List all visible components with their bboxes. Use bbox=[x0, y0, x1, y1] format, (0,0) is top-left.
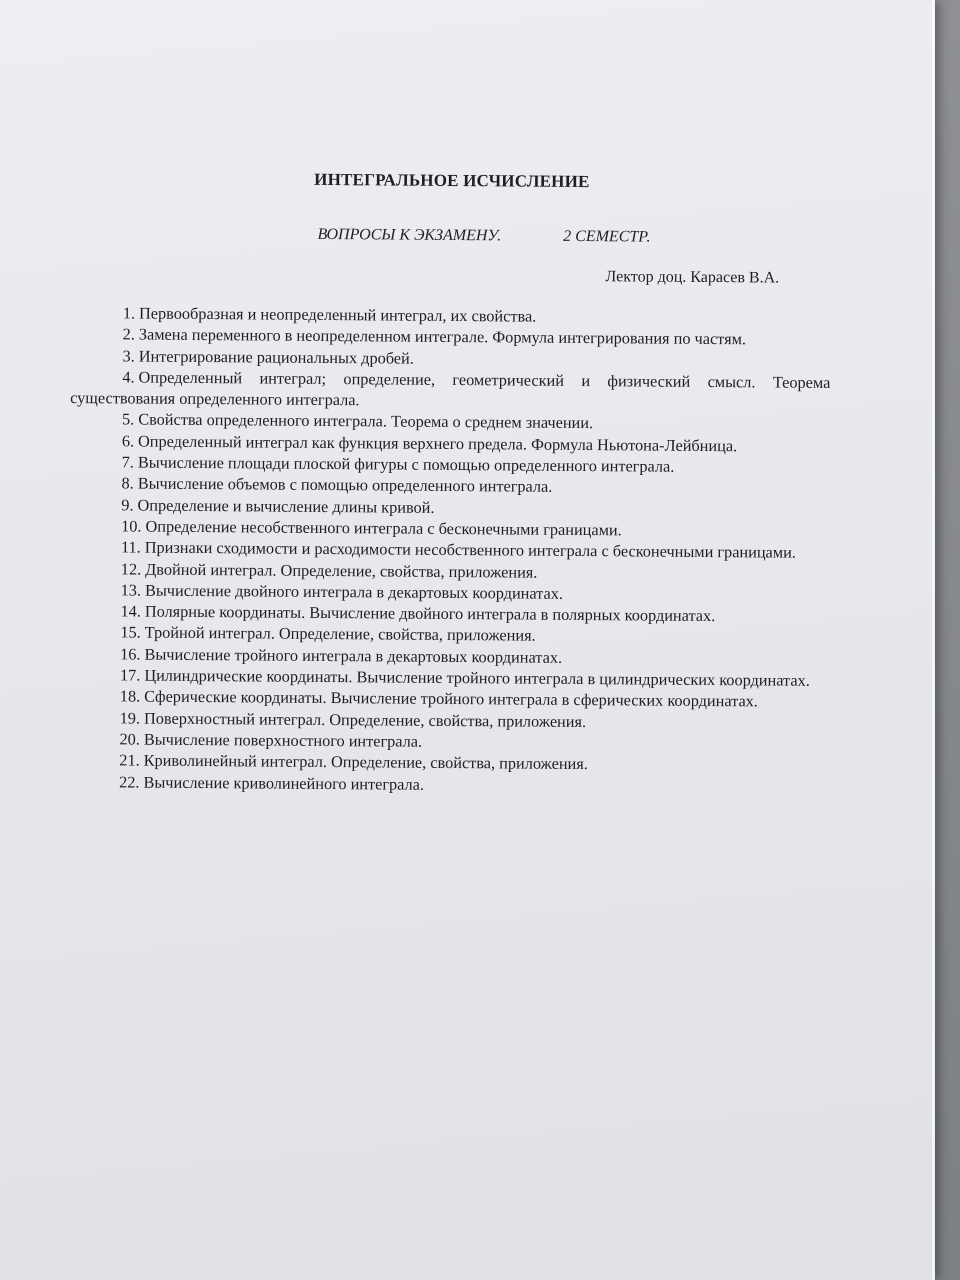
question-number: 5. bbox=[121, 409, 135, 429]
question-number: 11. bbox=[120, 537, 141, 557]
question-item bbox=[67, 771, 827, 798]
question-number: 9. bbox=[121, 495, 134, 515]
question-number: 4. bbox=[122, 367, 135, 387]
question-text: Вычисление тройного интеграла в декартовых координатах. bbox=[144, 644, 563, 667]
question-text: Цилиндрические координаты. Вычисление тройного интеграла в цилиндрических координатах. bbox=[144, 665, 810, 690]
semester-label: 2 СЕМЕСТР. bbox=[563, 227, 651, 246]
question-number: 1. bbox=[122, 303, 136, 323]
question-number: 8. bbox=[121, 473, 134, 493]
question-number: 12. bbox=[120, 558, 142, 579]
question-number: 10. bbox=[121, 516, 142, 536]
question-number: 18. bbox=[119, 686, 141, 706]
question-text: Сферические координаты. Вычисление тройного интеграла в сферических координатах. bbox=[144, 686, 759, 711]
question-text: Вычисление криволинейного интеграла. bbox=[143, 772, 425, 794]
question-number: 2. bbox=[122, 324, 135, 344]
question-text: Вычисление поверхностного интеграла. bbox=[143, 729, 423, 751]
question-text: Определение несобственного интеграла с бесконечными границами. bbox=[145, 516, 622, 540]
question-list bbox=[67, 302, 831, 798]
question-number: 21. bbox=[119, 750, 140, 770]
question-text: Полярные координаты. Вычисление двойного интеграла в полярных координатах. bbox=[144, 601, 716, 626]
question-text: Вычисление объемов с помощью определенного интеграла. bbox=[137, 473, 553, 497]
question-number: 6. bbox=[121, 431, 135, 451]
question-text: Двойной интеграл. Определение, свойства, приложения. bbox=[145, 559, 538, 582]
question-text: Вычисление двойного интеграла в декартовых координатах. bbox=[144, 580, 564, 603]
question-number: 7. bbox=[121, 452, 134, 472]
question-text: Замена переменного в неопределенном интеграле. Формула интегрирования по частям. bbox=[138, 324, 747, 349]
question-number: 22. bbox=[119, 771, 140, 792]
question-text: Признаки сходимости и расходимости несобственного интеграла с бесконечными границами. bbox=[144, 537, 796, 562]
question-number: 15. bbox=[120, 622, 141, 643]
question-number: 3. bbox=[122, 345, 135, 366]
question-text: Вычисление площади плоской фигуры с помощью определенного интеграла. bbox=[137, 452, 675, 476]
question-text: Криволинейный интеграл. Определение, свойства, приложения. bbox=[143, 750, 588, 774]
question-item bbox=[70, 366, 830, 415]
question-text: Интегрирование рациональных дробей. bbox=[138, 346, 414, 368]
question-number: 16. bbox=[120, 644, 141, 664]
question-number: 13. bbox=[120, 580, 142, 600]
subtitle-line bbox=[71, 224, 831, 248]
question-text: Первообразная и неопределенный интеграл, их свойства. bbox=[139, 303, 537, 326]
document-body bbox=[67, 168, 832, 798]
question-number: 17. bbox=[119, 665, 141, 685]
question-number: 14. bbox=[120, 601, 141, 621]
exam-questions-heading: ВОПРОСЫ К ЭКЗАМЕНУ. bbox=[317, 225, 502, 245]
question-number: 19. bbox=[119, 708, 141, 728]
lecturer-name: Лектор доц. Карасев В.А. bbox=[605, 268, 780, 287]
question-text: Свойства определенного интеграла. Теорема о среднем значении. bbox=[138, 410, 594, 433]
question-text: Поверхностный интеграл. Определение, свойства, приложения. bbox=[143, 708, 587, 731]
question-text: Определенный интеграл; определение, геометрический и физический смысл. Теорема существования определенного интеграла. bbox=[70, 367, 831, 410]
question-text: Тройной интеграл. Определение, свойства, приложения. bbox=[144, 623, 536, 646]
question-number: 20. bbox=[119, 729, 140, 749]
question-text: Определение и вычисление длины кривой. bbox=[137, 495, 435, 517]
question-text: Определенный интеграл как функция верхнего предела. Формула Ньютона-Лейбница. bbox=[138, 431, 738, 456]
document-title: ИНТЕГРАЛЬНОЕ ИСЧИСЛЕНИЕ bbox=[314, 169, 590, 192]
